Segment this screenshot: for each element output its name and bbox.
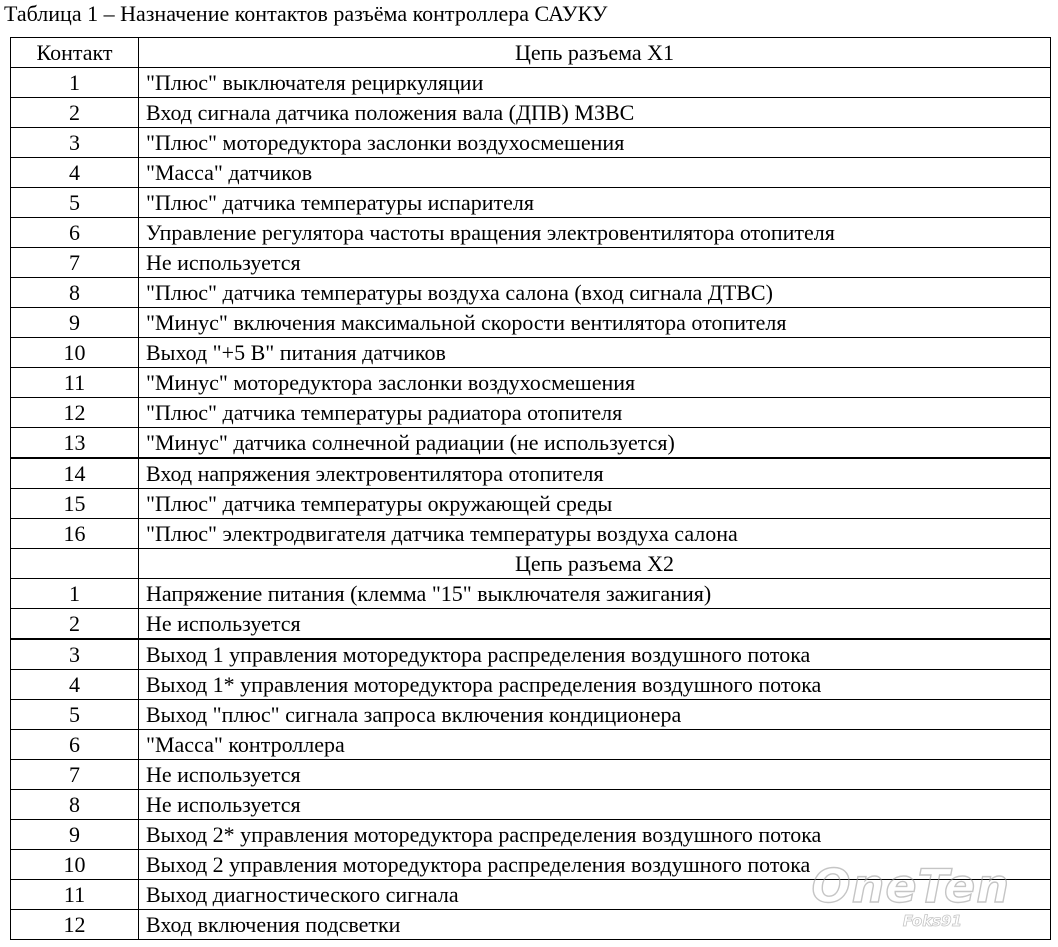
pin-description-cell: Вход включения подсветки: [139, 910, 1051, 940]
pin-description-cell: "Минус" датчика солнечной радиации (не используется): [139, 428, 1051, 459]
table-row: [11, 820, 1051, 850]
pin-number-cell: 13: [11, 428, 139, 459]
pin-number-cell: 10: [11, 338, 139, 368]
table-row: [11, 850, 1051, 880]
table-row: [11, 158, 1051, 188]
pin-description-cell: Выход диагностического сигнала: [139, 880, 1051, 910]
table-row: [11, 639, 1051, 670]
pin-number-cell: 1: [11, 68, 139, 98]
empty-header-cell: [11, 549, 139, 579]
table-row: [11, 760, 1051, 790]
pin-description-cell: "Плюс" электродвигателя датчика температуры воздуха салона: [139, 519, 1051, 549]
watermark-signature: Foks91: [902, 912, 962, 930]
pin-number-cell: 12: [11, 398, 139, 428]
section-title: Цепь разъема Х2: [139, 549, 1051, 579]
table-row: [11, 338, 1051, 368]
pin-number-cell: 8: [11, 278, 139, 308]
section-header-row: [11, 38, 1051, 68]
table-row: [11, 489, 1051, 519]
pin-number-cell: 6: [11, 730, 139, 760]
table-row: [11, 218, 1051, 248]
pin-number-cell: 16: [11, 519, 139, 549]
pin-description-cell: Напряжение питания (клемма "15" выключателя зажигания): [139, 579, 1051, 609]
pin-number-cell: 5: [11, 700, 139, 730]
pin-number-cell: 11: [11, 880, 139, 910]
watermark-logo: OneTen: [811, 859, 1010, 913]
pin-number-cell: 15: [11, 489, 139, 519]
pin-description-cell: Вход напряжения электровентилятора отопителя: [139, 458, 1051, 489]
pin-description-cell: "Плюс" датчика температуры воздуха салона (вход сигнала ДТВС): [139, 278, 1051, 308]
pin-description-cell: "Плюс" моторедуктора заслонки воздухосмешения: [139, 128, 1051, 158]
table-row: [11, 579, 1051, 609]
table-row: [11, 278, 1051, 308]
pin-number-cell: 9: [11, 308, 139, 338]
pin-description-cell: Не используется: [139, 248, 1051, 278]
table-row: [11, 188, 1051, 218]
table-row: [11, 128, 1051, 158]
column-header-contact: Контакт: [11, 38, 139, 68]
pin-number-cell: 5: [11, 188, 139, 218]
pin-number-cell: 4: [11, 158, 139, 188]
table-row: [11, 790, 1051, 820]
pin-number-cell: 14: [11, 458, 139, 489]
pin-number-cell: 9: [11, 820, 139, 850]
pin-description-cell: Выход "+5 В" питания датчиков: [139, 338, 1051, 368]
table-row: [11, 609, 1051, 640]
pin-description-cell: Выход 2* управления моторедуктора распределения воздушного потока: [139, 820, 1051, 850]
table-row: [11, 368, 1051, 398]
pin-assignment-table: [10, 37, 1051, 940]
pin-description-cell: "Минус" моторедуктора заслонки воздухосмешения: [139, 368, 1051, 398]
pin-number-cell: 6: [11, 218, 139, 248]
pin-description-cell: Выход 2 управления моторедуктора распределения воздушного потока: [139, 850, 1051, 880]
table-row: [11, 458, 1051, 489]
table-row: [11, 248, 1051, 278]
pin-number-cell: 4: [11, 670, 139, 700]
pin-number-cell: 3: [11, 639, 139, 670]
pin-number-cell: 7: [11, 248, 139, 278]
table-row: [11, 428, 1051, 459]
pin-description-cell: Выход 1* управления моторедуктора распределения воздушного потока: [139, 670, 1051, 700]
table-caption: Таблица 1 – Назначение контактов разъёма контроллера САУКУ: [4, 1, 608, 26]
pin-description-cell: Не используется: [139, 609, 1051, 640]
section-title: Цепь разъема Х1: [139, 38, 1051, 68]
pin-description-cell: Не используется: [139, 760, 1051, 790]
pin-description-cell: Не используется: [139, 790, 1051, 820]
pin-number-cell: 1: [11, 579, 139, 609]
pin-description-cell: "Плюс" датчика температуры испарителя: [139, 188, 1051, 218]
table-row: [11, 98, 1051, 128]
pin-description-cell: Управление регулятора частоты вращения электровентилятора отопителя: [139, 218, 1051, 248]
pin-description-cell: Вход сигнала датчика положения вала (ДПВ) МЗВС: [139, 98, 1051, 128]
pin-description-cell: Выход "плюс" сигнала запроса включения кондиционера: [139, 700, 1051, 730]
table-row: [11, 700, 1051, 730]
table-row: [11, 910, 1051, 940]
pin-number-cell: 7: [11, 760, 139, 790]
pin-number-cell: 10: [11, 850, 139, 880]
pin-description-cell: "Масса" датчиков: [139, 158, 1051, 188]
pin-number-cell: 2: [11, 609, 139, 640]
pin-number-cell: 11: [11, 368, 139, 398]
pin-description-cell: "Плюс" выключателя рециркуляции: [139, 68, 1051, 98]
pin-description-cell: Выход 1 управления моторедуктора распределения воздушного потока: [139, 639, 1051, 670]
pin-number-cell: 3: [11, 128, 139, 158]
table-row: [11, 398, 1051, 428]
table-row: [11, 880, 1051, 910]
table-row: [11, 308, 1051, 338]
table-row: [11, 68, 1051, 98]
pin-description-cell: "Плюс" датчика температуры окружающей среды: [139, 489, 1051, 519]
table-row: [11, 670, 1051, 700]
pin-description-cell: "Плюс" датчика температуры радиатора отопителя: [139, 398, 1051, 428]
section-header-row: [11, 549, 1051, 579]
pin-number-cell: 8: [11, 790, 139, 820]
pin-description-cell: "Масса" контроллера: [139, 730, 1051, 760]
table-row: [11, 519, 1051, 549]
pin-number-cell: 12: [11, 910, 139, 940]
pin-number-cell: 2: [11, 98, 139, 128]
pin-description-cell: "Минус" включения максимальной скорости вентилятора отопителя: [139, 308, 1051, 338]
table-body: [11, 38, 1051, 940]
table-row: [11, 730, 1051, 760]
